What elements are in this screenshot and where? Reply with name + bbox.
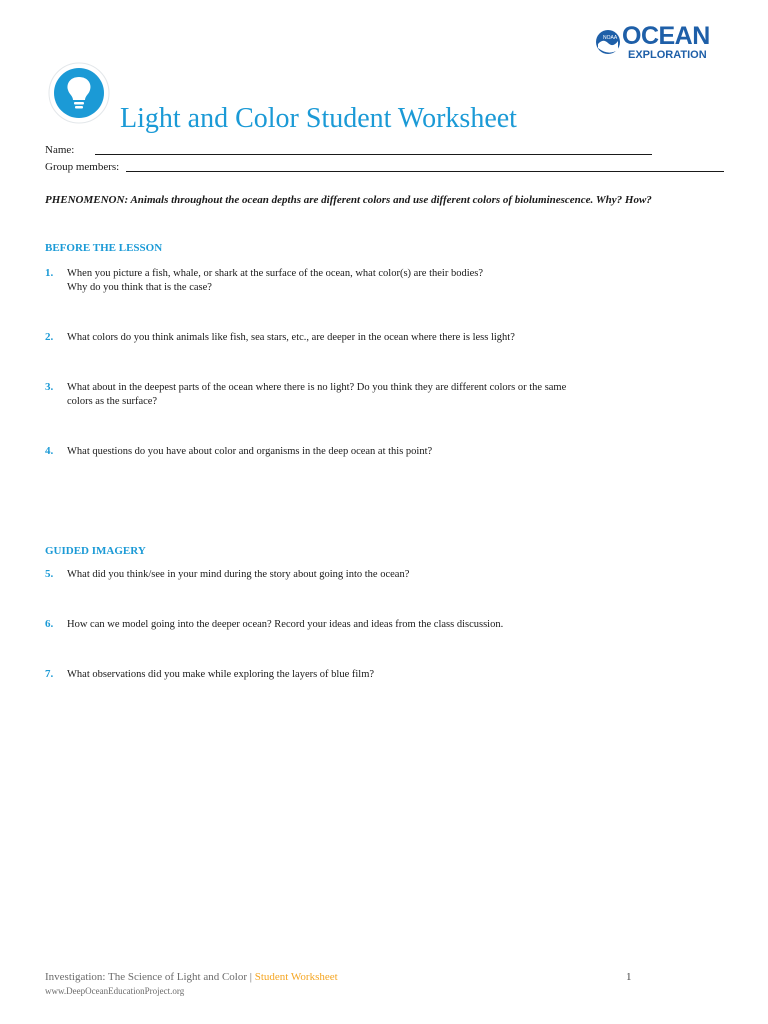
phenomenon-label: PHENOMENON:: [45, 194, 129, 206]
group-members-line[interactable]: [126, 171, 724, 172]
page-number: 1: [626, 971, 632, 983]
question-6-line-1: How can we model going into the deeper ocean? Record your ideas and ideas from the class discussion.: [67, 619, 504, 630]
question-number: 6.: [45, 618, 54, 630]
footer-investigation: Investigation: The Science of Light and Color |: [45, 971, 255, 983]
question-number: 3.: [45, 381, 54, 393]
question-3-line-2: colors as the surface?: [67, 396, 158, 407]
question-number: 1.: [45, 267, 54, 279]
question-number: 5.: [45, 568, 54, 580]
lightbulb-icon: [48, 62, 110, 124]
worksheet-title: Light and Color Student Worksheet: [120, 103, 517, 134]
section-guided-imagery: GUIDED IMAGERY: [45, 545, 146, 557]
question-1-line-2: Why do you think that is the case?: [67, 282, 212, 293]
question-1-line-1: When you picture a fish, whale, or shark at the surface of the ocean, what color(s) are their bodies?: [67, 268, 484, 279]
group-members-label: Group members:: [45, 161, 120, 173]
footer-url[interactable]: www.DeepOceanEducationProject.org: [45, 986, 185, 996]
name-label: Name:: [45, 144, 75, 156]
footer-text: [45, 971, 338, 984]
question-2-line-1: What colors do you think animals like fish, sea stars, etc., are deeper in the ocean where there is less light?: [67, 332, 515, 343]
name-line[interactable]: [95, 154, 652, 155]
logo-exploration-text: EXPLORATION: [628, 49, 707, 61]
phenomenon-statement: [45, 193, 652, 207]
question-number: 2.: [45, 331, 54, 343]
phenomenon-text: Animals throughout the ocean depths are different colors and use different colors of bioluminescence. Why? How?: [128, 194, 652, 206]
question-3-line-1: What about in the deepest parts of the ocean where there is no light? Do you think they are different colors or the same: [67, 382, 567, 393]
question-number: 4.: [45, 445, 54, 457]
question-number: 7.: [45, 668, 54, 680]
question-5-line-1: What did you think/see in your mind during the story about going into the ocean?: [67, 569, 410, 580]
question-4-line-1: What questions do you have about color and organisms in the deep ocean at this point?: [67, 446, 433, 457]
question-7-line-1: What observations did you make while exploring the layers of blue film?: [67, 669, 375, 680]
logo-ocean-text: OCEAN: [622, 22, 710, 50]
footer-student-worksheet: Student Worksheet: [254, 971, 338, 983]
section-before-the-lesson: BEFORE THE LESSON: [45, 242, 163, 254]
logo-badge-text: NOAA: [603, 35, 618, 41]
